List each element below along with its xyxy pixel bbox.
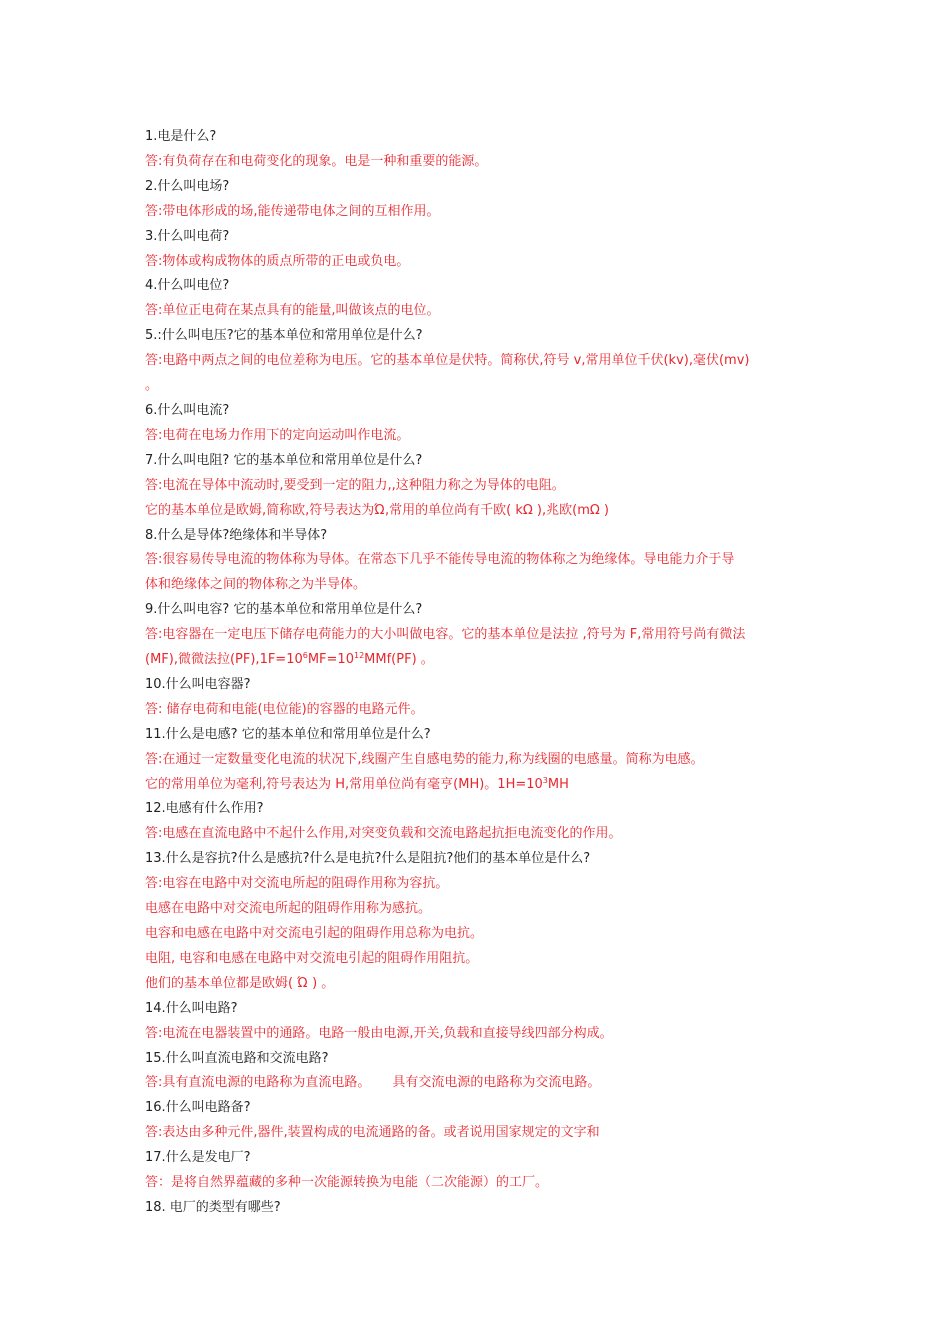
answer-line: 答:带电体形成的场,能传递带电体之间的互相作用。 — [145, 203, 440, 219]
question-line: 10.什么叫电容器? — [145, 676, 251, 692]
answer-line: 答:有负荷存在和电荷变化的现象。电是一种和重要的能源。 — [145, 153, 488, 169]
question-line: 12.电感有什么作用? — [145, 801, 264, 817]
text-segment: 答:具有直流电源的电路称为直流电路。 — [145, 1075, 371, 1091]
answer-line: 答:表达由多种元件,器件,装置构成的电流通路的备。或者说用国家规定的文字和 — [145, 1125, 600, 1141]
answer-line — [145, 648, 825, 673]
question-line: 2.什么叫电场? — [145, 178, 230, 194]
answer-line: 答:电容在电路中对交流电所起的阻碍作用称为容抗。 — [145, 876, 449, 892]
answer-line: 答:电路中两点之间的电位差称为电压。它的基本单位是伏特。简称伏,符号 v,常用单位千伏(kv),毫伏(mv) — [145, 353, 750, 369]
question-line: 7.什么叫电阻? 它的基本单位和常用单位是什么? — [145, 452, 423, 468]
text-segment: 它的常用单位为毫利,符号表达为 H,常用单位尚有毫亨(MH)。1H=10 — [145, 776, 543, 792]
answer-line: 答:电流在导体中流动时,要受到一定的阻力,,这种阻力称之为导体的电阻。 — [145, 477, 565, 493]
text-segment: MMf(PF) 。 — [364, 652, 434, 668]
question-line: 1.电是什么? — [145, 129, 217, 144]
question-line: 17.什么是发电厂? — [145, 1150, 251, 1166]
question-line: 13.什么是容抗?什么是感抗?什么是电抗?什么是阻抗?他们的基本单位是什么? — [145, 851, 591, 867]
text-segment: 具有交流电源的电路称为交流电路。 — [392, 1075, 601, 1091]
superscript-exponent: 3 — [542, 775, 548, 785]
question-line: 14.什么叫电路? — [145, 1000, 238, 1016]
answer-line: 电感在电路中对交流电所起的阻碍作用称为感抗。 — [145, 901, 432, 917]
answer-line: 答:电感在直流电路中不起什么作用,对突变负载和交流电路起抗拒电流变化的作用。 — [145, 826, 622, 842]
question-line: 3.什么叫电荷? — [145, 228, 230, 244]
question-line: 5.:什么叫电压?它的基本单位和常用单位是什么? — [145, 328, 423, 344]
answer-line: 他们的基本单位都是欧姆( Ώ ) 。 — [145, 975, 335, 991]
question-line: 11.什么是电感? 它的基本单位和常用单位是什么? — [145, 726, 431, 742]
text-segment: MF=10 — [307, 652, 354, 668]
document-page — [145, 125, 825, 1221]
answer-line — [145, 773, 825, 798]
text-segment: MH — [547, 776, 569, 792]
answer-line: 答: 储存电荷和电能(电位能)的容器的电路元件。 — [145, 701, 424, 717]
answer-line: 答:电容器在一定电压下储存电荷能力的大小叫做电容。它的基本单位是法拉 ,符号为 F,常用符号尚有微法 — [145, 627, 746, 643]
question-line: 6.什么叫电流? — [145, 402, 230, 418]
answer-line: 。 — [145, 378, 159, 394]
answer-line: 答：是将自然界蕴藏的多种一次能源转换为电能（二次能源）的工厂。 — [145, 1175, 549, 1191]
answer-line: 答:物体或构成物体的质点所带的正电或负电。 — [145, 253, 410, 269]
superscript-exponent: 12 — [353, 651, 365, 661]
question-line: 8.什么是导体?绝缘体和半导体? — [145, 527, 328, 543]
question-line: 18. 电厂的类型有哪些? — [145, 1199, 281, 1215]
question-line: 9.什么叫电容? 它的基本单位和常用单位是什么? — [145, 602, 423, 618]
answer-line: 答:电流在电器装置中的通路。电路一般由电源,开关,负载和直接导线四部分构成。 — [145, 1025, 613, 1041]
answer-line — [145, 1071, 825, 1096]
answer-line: 它的基本单位是欧姆,简称欧,符号表达为Ώ,常用的单位尚有千欧( kΩ ),兆欧(mΩ ) — [145, 502, 610, 518]
question-line: 16.什么叫电路备? — [145, 1100, 251, 1116]
text-segment: (MF),微微法拉(PF),1F=10 — [145, 652, 303, 668]
answer-line: 答:单位正电荷在某点具有的能量,叫做该点的电位。 — [145, 303, 440, 319]
answer-line: 电阻, 电容和电感在电路中对交流电引起的阻碍作用阻抗。 — [145, 950, 479, 966]
answer-line: 答:在通过一定数量变化电流的状况下,线圈产生自感电势的能力,称为线圈的电感量。简称为电感。 — [145, 751, 704, 767]
question-line: 15.什么叫直流电路和交流电路? — [145, 1050, 329, 1066]
answer-line: 答:电荷在电场力作用下的定向运动叫作电流。 — [145, 427, 410, 443]
answer-line: 体和绝缘体之间的物体称之为半导体。 — [145, 577, 367, 593]
answer-line: 电容和电感在电路中对交流电引起的阻碍作用总称为电抗。 — [145, 926, 484, 941]
answer-line: 答:很容易传导电流的物体称为导体。在常态下几乎不能传导电流的物体称之为绝缘体。导电能力介于导 — [145, 552, 735, 568]
superscript-exponent: 6 — [302, 651, 308, 661]
question-line: 4.什么叫电位? — [145, 278, 230, 294]
